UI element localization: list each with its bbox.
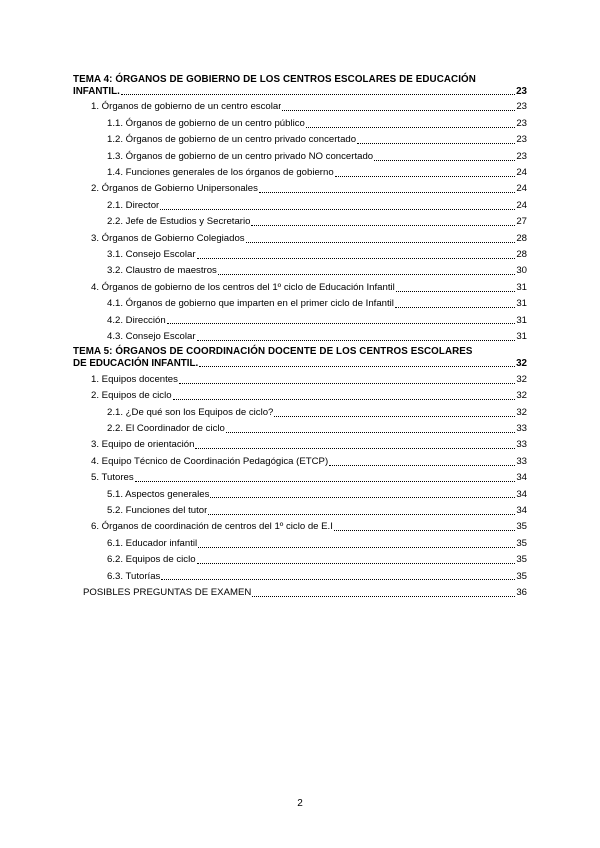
dot-leader — [161, 579, 515, 580]
toc-entry[interactable] — [73, 150, 527, 164]
toc-entry-label: 2. Equipos de ciclo — [91, 390, 172, 402]
dot-leader — [259, 192, 515, 193]
toc-entry-label: 1.2. Órganos de gobierno de un centro privado concertado — [107, 134, 357, 146]
dot-leader — [334, 530, 515, 531]
dot-leader — [329, 465, 515, 466]
toc-entry-label: 3.1. Consejo Escolar — [107, 249, 196, 260]
toc-page-number: 35 — [516, 554, 527, 566]
toc-entry-label: 4. Órganos de gobierno de los centros del 1º ciclo de Educación Infantil — [91, 281, 395, 293]
toc-entry-label: 1.4. Funciones generales de los órganos de gobierno — [107, 167, 334, 179]
toc-entry-label: 2.2. El Coordinador de ciclo — [107, 423, 225, 435]
toc-entry-label: 5.2. Funciones del tutor — [107, 504, 208, 516]
toc-entry-label: 2.1. ¿De qué son los Equipos de ciclo? — [107, 406, 274, 418]
toc-page-number: 31 — [516, 330, 527, 342]
dot-leader — [199, 366, 515, 367]
toc-page-number: 23 — [516, 86, 527, 97]
toc-entry[interactable] — [73, 520, 527, 534]
toc-heading-text: TEMA 5: ÓRGANOS DE COORDINACIÓN DOCENTE DE LOS CENTROS ESCOLARES — [73, 346, 473, 358]
toc-entry-label: 6.2. Equipos de ciclo — [107, 554, 196, 566]
dot-leader — [195, 448, 515, 449]
toc-entry-label: 5.1. Aspectos generales — [107, 488, 210, 500]
toc-entry[interactable] — [73, 438, 527, 452]
toc-page-number: 31 — [516, 314, 527, 326]
toc-entry[interactable] — [73, 330, 527, 344]
toc-entry-label: 3. Órganos de Gobierno Colegiados — [91, 232, 245, 244]
toc-heading-text: DE EDUCACIÓN INFANTIL. — [73, 358, 199, 370]
dot-leader — [135, 481, 516, 482]
dot-leader — [210, 497, 515, 498]
dot-leader — [282, 110, 515, 111]
toc-entry-label: POSIBLES PREGUNTAS DE EXAMEN — [83, 586, 252, 598]
toc-entry[interactable] — [73, 166, 527, 180]
toc-page-number: 33 — [516, 423, 527, 435]
toc-entries-tema4 — [73, 101, 527, 344]
toc-page-number: 23 — [516, 101, 527, 113]
toc-entry[interactable] — [73, 182, 527, 196]
dot-leader — [306, 127, 515, 128]
toc-page-number: 34 — [516, 504, 527, 516]
toc-entry-posibles-preguntas[interactable] — [73, 586, 527, 600]
toc-entry[interactable] — [73, 471, 527, 485]
toc-entry-label: 1. Órganos de gobierno de un centro escolar — [91, 101, 282, 113]
toc-page-number: 33 — [516, 439, 527, 451]
dot-leader — [357, 143, 515, 144]
toc-page-number: 31 — [516, 281, 527, 293]
toc-entry-label: 4. Equipo Técnico de Coordinación Pedagógica (ETCP) — [91, 455, 329, 467]
toc-entry[interactable] — [73, 101, 527, 115]
toc-heading-tema5[interactable] — [73, 346, 527, 370]
toc-entry[interactable] — [73, 314, 527, 328]
dot-leader — [197, 563, 516, 564]
toc-entry-label: 1.1. Órganos de gobierno de un centro público — [107, 117, 305, 129]
dot-leader — [335, 176, 516, 177]
dot-leader — [374, 160, 515, 161]
toc-heading-text: INFANTIL. — [73, 86, 120, 97]
toc-entry[interactable] — [73, 570, 527, 584]
dot-leader — [251, 225, 515, 226]
toc-entry-label: 4.2. Dirección — [107, 314, 166, 326]
toc-entry-label: 6.3. Tutorías — [107, 570, 161, 582]
toc-page-number: 32 — [516, 373, 527, 385]
dot-leader — [167, 323, 516, 324]
toc-entry[interactable] — [73, 406, 527, 420]
toc-page-number: 35 — [516, 570, 527, 582]
toc-page-number: 34 — [516, 472, 527, 484]
toc-page-number: 24 — [516, 199, 527, 211]
toc-page-number: 32 — [516, 390, 527, 402]
toc-entry-label: 1. Equipos docentes — [91, 373, 178, 385]
dot-leader — [198, 547, 515, 548]
toc-page-number: 33 — [516, 455, 527, 467]
dot-leader — [274, 416, 515, 417]
toc-page-number: 27 — [516, 216, 527, 228]
toc-page-number: 35 — [516, 537, 527, 549]
dot-leader — [160, 209, 515, 210]
toc-entry[interactable] — [73, 297, 527, 311]
toc-entry-label: 2. Órganos de Gobierno Unipersonales — [91, 183, 258, 195]
toc-entry[interactable] — [73, 504, 527, 518]
toc-entry[interactable] — [73, 248, 527, 262]
toc-entry[interactable] — [73, 215, 527, 229]
toc-page-number: 23 — [516, 150, 527, 162]
toc-entry[interactable] — [73, 281, 527, 295]
toc-entry[interactable] — [73, 232, 527, 246]
dot-leader — [218, 274, 515, 275]
toc-page-number: 24 — [516, 167, 527, 179]
toc-entry[interactable] — [73, 553, 527, 567]
dot-leader — [396, 291, 516, 292]
toc-page-number: 31 — [516, 298, 527, 310]
toc-entry[interactable] — [73, 537, 527, 551]
toc-entry[interactable] — [73, 264, 527, 278]
toc-page-number: 24 — [516, 183, 527, 195]
toc-entry-label: 3. Equipo de orientación — [91, 439, 195, 451]
toc-entry[interactable] — [73, 389, 527, 403]
toc-heading-text: TEMA 4: ÓRGANOS DE GOBIERNO DE LOS CENTROS ESCOLARES DE EDUCACIÓN — [73, 74, 476, 85]
toc-entry-label: 2.1. Director — [107, 199, 160, 211]
dot-leader — [179, 383, 515, 384]
toc-page-number: 28 — [516, 232, 527, 244]
dot-leader — [252, 596, 515, 597]
toc-entry-label: 5. Tutores — [91, 472, 134, 484]
dot-leader — [208, 514, 515, 515]
toc-entry-label: 4.3. Consejo Escolar — [107, 330, 196, 342]
toc-page-number: 23 — [516, 134, 527, 146]
toc-page-number: 34 — [516, 488, 527, 500]
page-number: 2 — [297, 798, 303, 809]
toc-entry[interactable] — [73, 117, 527, 131]
toc-entry-label: 3.2. Claustro de maestros — [107, 265, 217, 277]
dot-leader — [197, 340, 516, 341]
dot-leader — [395, 307, 515, 308]
dot-leader — [121, 94, 515, 95]
toc-page-number: 35 — [516, 521, 527, 533]
toc-entry[interactable] — [73, 199, 527, 213]
toc-page-number: 30 — [516, 265, 527, 277]
toc-page-number: 32 — [516, 406, 527, 418]
toc-entry[interactable] — [73, 373, 527, 387]
toc-entry-label: 2.2. Jefe de Estudios y Secretario — [107, 216, 251, 228]
toc-heading-tema4[interactable] — [73, 74, 527, 98]
toc-page-number: 28 — [516, 249, 527, 260]
toc-entries-tema5 — [73, 373, 527, 584]
table-of-contents — [73, 74, 527, 602]
toc-entry[interactable] — [73, 133, 527, 147]
toc-entry-label: 6. Órganos de coordinación de centros del 1º ciclo de E.I — [91, 521, 333, 533]
toc-entry[interactable] — [73, 422, 527, 436]
toc-entry[interactable] — [73, 455, 527, 469]
dot-leader — [197, 258, 516, 259]
toc-page-number: 32 — [516, 358, 527, 370]
toc-entry-label: 4.1. Órganos de gobierno que imparten en el primer ciclo de Infantil — [107, 298, 394, 310]
toc-entry-label: 1.3. Órganos de gobierno de un centro privado NO concertado — [107, 150, 374, 162]
toc-page-number: 36 — [516, 586, 527, 598]
dot-leader — [173, 399, 516, 400]
toc-entry-label: 6.1. Educador infantil — [107, 537, 198, 549]
toc-page-number: 23 — [516, 117, 527, 129]
dot-leader — [246, 242, 516, 243]
dot-leader — [226, 432, 515, 433]
toc-entry[interactable] — [73, 488, 527, 502]
